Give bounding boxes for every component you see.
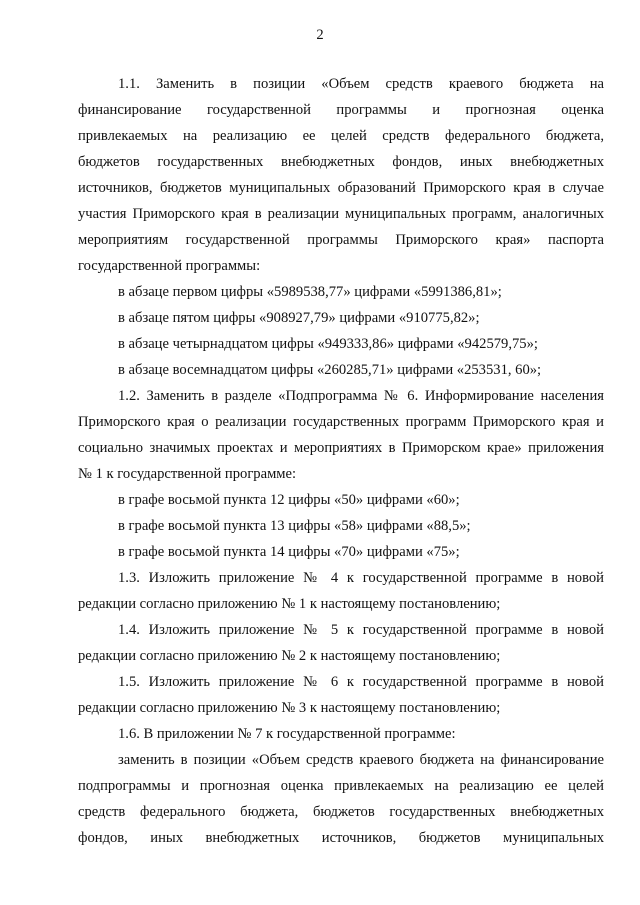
- paragraph-1-5-line-1: 1.5. Изложить приложение № 6 к государственной программе в новой: [118, 674, 604, 690]
- paragraph-1-6-line-1: 1.6. В приложении № 7 к государственной программе:: [118, 726, 456, 742]
- paragraph-1-6-body-line-4: фондов, иных внебюджетных источников, бюджетов муниципальных: [78, 830, 604, 846]
- paragraph-1-4-line-2: редакции согласно приложению № 2 к настоящему постановлению;: [78, 648, 501, 664]
- paragraph-1-1-line-8: государственной программы:: [78, 258, 261, 274]
- subitem-line: в графе восьмой пункта 13 цифры «58» цифрами «88,5»;: [118, 518, 471, 534]
- paragraph-1-1-line-4: бюджетов государственных внебюджетных фондов, иных внебюджетных: [78, 154, 604, 170]
- paragraph-1-1-line-7: мероприятиям государственной программы Приморского края» паспорта: [78, 232, 604, 248]
- subitem-line: в графе восьмой пункта 14 цифры «70» цифрами «75»;: [118, 544, 460, 560]
- paragraph-1-3-line-2: редакции согласно приложению № 1 к настоящему постановлению;: [78, 596, 501, 612]
- paragraph-1-6-body-line-1: заменить в позиции «Объем средств краевого бюджета на финансирование: [118, 752, 604, 768]
- paragraph-1-2-line-1: 1.2. Заменить в разделе «Подпрограмма № 6. Информирование населения: [118, 388, 604, 404]
- paragraph-1-5-line-2: редакции согласно приложению № 3 к настоящему постановлению;: [78, 700, 501, 716]
- paragraph-1-4-line-1: 1.4. Изложить приложение № 5 к государственной программе в новой: [118, 622, 604, 638]
- subitem-line: в абзаце четырнадцатом цифры «949333,86» цифрами «942579,75»;: [118, 336, 538, 352]
- paragraph-1-1-line-1: 1.1. Заменить в позиции «Объем средств краевого бюджета на: [118, 76, 604, 92]
- paragraph-1-2-line-3: социально значимых проектах и мероприятиях в Приморском крае» приложения: [78, 440, 604, 456]
- paragraph-1-2-line-4: № 1 к государственной программе:: [78, 466, 297, 482]
- paragraph-1-1-line-3: привлекаемых на реализацию ее целей средств федерального бюджета,: [78, 128, 604, 144]
- paragraph-1-6-body-line-3: средств федерального бюджета, бюджетов государственных внебюджетных: [78, 804, 604, 820]
- subitem-line: в абзаце первом цифры «5989538,77» цифрами «5991386,81»;: [118, 284, 502, 300]
- paragraph-1-1-line-5: источников, бюджетов муниципальных образований Приморского края в случае: [78, 180, 604, 196]
- subitem-line: в графе восьмой пункта 12 цифры «50» цифрами «60»;: [118, 492, 460, 508]
- paragraph-1-2-line-2: Приморского края о реализации государственных программ Приморского края и: [78, 414, 604, 430]
- page-number: 2: [316, 27, 324, 43]
- paragraph-1-3-line-1: 1.3. Изложить приложение № 4 к государственной программе в новой: [118, 570, 604, 586]
- paragraph-1-1-line-2: финансирование государственной программы и прогнозная оценка: [78, 102, 604, 118]
- subitem-line: в абзаце пятом цифры «908927,79» цифрами «910775,82»;: [118, 310, 480, 326]
- subitem-line: в абзаце восемнадцатом цифры «260285,71» цифрами «253531, 60»;: [118, 362, 542, 378]
- paragraph-1-6-body-line-2: подпрограммы и прогнозная оценка привлекаемых на реализацию ее целей: [78, 778, 604, 794]
- paragraph-1-1-line-6: участия Приморского края в реализации муниципальных программ, аналогичных: [78, 206, 604, 222]
